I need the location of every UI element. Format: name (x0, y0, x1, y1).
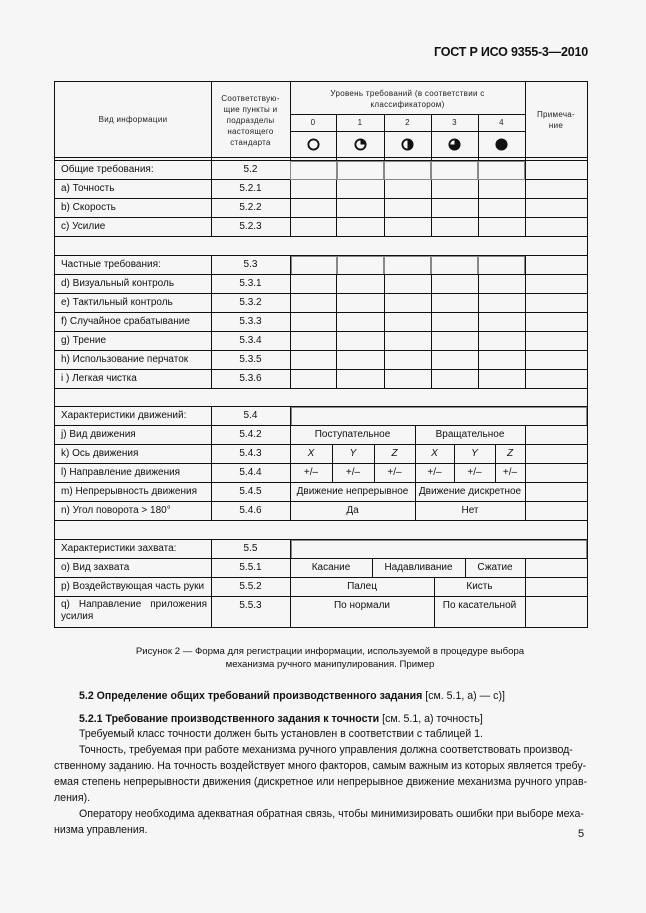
row-clause: 5.3.2 (239, 296, 262, 308)
row-clause: 5.3.4 (239, 334, 262, 346)
heading-ref: [см. 5.1, а) точность] (379, 713, 483, 725)
row-clause: 5.2.2 (239, 201, 262, 213)
row-clause: 5.4.3 (239, 447, 262, 459)
row-label: Частные требования: (61, 258, 161, 270)
row-label: m) Непрерывность движения (61, 485, 197, 497)
figure-caption (60, 645, 600, 671)
row-clause: 5.4.5 (239, 485, 262, 497)
level-box (478, 256, 525, 275)
spacer-row (55, 237, 587, 255)
row-label: Характеристики движений: (61, 409, 187, 421)
row-label: Характеристики захвата: (61, 542, 177, 554)
row-clause: 5.4.4 (239, 466, 262, 478)
row-label: h) Использование перчаток (61, 353, 189, 365)
row-label: p) Воздействующая часть руки (61, 580, 205, 592)
direction: +/– (467, 466, 482, 478)
continuity-discrete: Движение дискретное (418, 485, 522, 497)
heading-text: 5.2.1 Требование производственного задания к точности (79, 713, 380, 725)
row-label: q) Направление приложения усилия (61, 599, 207, 622)
spacer-row (55, 389, 587, 406)
rotation-yes: Да (346, 504, 359, 516)
heading-text: 5.2 Определение общих требований производственного задания (79, 690, 423, 702)
header-clause-line: настоящего (227, 127, 274, 136)
row-label: b) Скорость (61, 201, 116, 213)
row-clause: 5.4.2 (239, 428, 262, 440)
row-clause: 5.5.1 (239, 561, 262, 573)
row-label: e) Тактильный контроль (61, 296, 173, 308)
axis-z: Z (506, 447, 514, 459)
paragraph-line: Оператору необходима адекватная обратная связь, чтобы минимизировать ошибки при выборе меха- (79, 808, 584, 820)
heading-ref: [см. 5.1, а) — с)] (422, 690, 505, 702)
caption-line: механизма ручного манипулирования. Пример (225, 659, 435, 670)
direction: +/– (303, 466, 319, 478)
level-box (290, 161, 337, 180)
divider (525, 558, 526, 628)
row-label: l) Направление движения (61, 466, 181, 478)
header-levels-line: Уровень требований (в соответствии с (330, 89, 485, 98)
header-clause-line: щие пункты и (223, 105, 278, 114)
level-2: 2 (405, 118, 410, 127)
row-label: n) Угол поворота > 180° (61, 504, 171, 516)
row-label: c) Усилие (61, 220, 106, 232)
level-box (431, 161, 478, 180)
paragraph-line: Точность, требуемая при работе механизма ручного управления должна соответствовать производ- (79, 744, 573, 756)
header-levels (290, 84, 525, 114)
row-clause: 5.3.1 (239, 277, 262, 289)
rotation-no: Нет (461, 504, 479, 516)
paragraph: Требуемый класс точности должен быть установлен в соответствии с таблицей 1. (79, 728, 483, 740)
level-box (478, 161, 525, 180)
circle-three-quarter-icon (431, 131, 478, 157)
level-4: 4 (499, 118, 504, 127)
row-clause: 5.4 (243, 409, 258, 421)
header-clause-line: подразделы (226, 116, 275, 125)
row-clause: 5.5.3 (239, 599, 262, 611)
row-label: j) Вид движения (61, 428, 136, 440)
movement-translational: Поступательное (314, 428, 391, 440)
row-clause: 5.3.3 (239, 315, 262, 327)
grip-press: Надавливание (384, 561, 453, 573)
circle-empty-icon (290, 131, 336, 157)
section-heading-5-2-1 (79, 711, 599, 727)
level-box (384, 161, 431, 180)
header-levels-line: классификатором) (370, 100, 445, 109)
force-tangential: По касательной (442, 599, 517, 611)
movement-rotational: Вращательное (435, 428, 505, 440)
divider (55, 157, 587, 158)
direction: +/– (502, 466, 518, 478)
spacer-row (55, 521, 587, 539)
row-label: Общие требования: (61, 163, 154, 175)
row-clause: 5.5 (243, 542, 258, 554)
header-clause (211, 84, 290, 157)
direction: +/– (387, 466, 402, 478)
header-clause-line: Соответствую- (221, 94, 280, 103)
row-label: o) Вид захвата (61, 561, 130, 573)
level-box (291, 256, 337, 275)
paragraph-line: ления). (54, 792, 91, 804)
row-label: g) Трение (61, 334, 107, 346)
row-clause: 5.5.2 (239, 580, 262, 592)
level-box (384, 256, 431, 275)
row-clause: 5.2.1 (239, 182, 262, 194)
axis-y: Y (349, 447, 357, 459)
circle-full-icon (478, 131, 525, 157)
axis-y: Y (471, 447, 478, 459)
header-notes (525, 82, 587, 157)
axis-x: X (307, 447, 315, 459)
grip-squeeze: Сжатие (477, 561, 513, 573)
hand-finger: Палец (347, 580, 377, 592)
direction: +/– (345, 466, 361, 478)
header-notes-line: Примеча- (536, 109, 576, 119)
caption-line: Рисунок 2 — Форма для регистрации информации, используемой в процедуре выбора (135, 646, 525, 657)
page-number: 5 (578, 828, 585, 840)
axis-z: Z (391, 447, 398, 459)
row-clause: 5.3 (243, 258, 258, 270)
level-3: 3 (452, 118, 457, 127)
divider (525, 425, 526, 520)
axis-x: X (431, 447, 438, 459)
direction: +/– (427, 466, 442, 478)
grip-touch: Касание (311, 561, 351, 573)
row-clause: 5.2 (243, 163, 258, 175)
level-0: 0 (310, 118, 316, 127)
circle-quarter-icon (336, 131, 384, 157)
force-normal: По нормали (333, 599, 391, 611)
row-clause: 5.2.3 (239, 220, 262, 232)
document-id: ГОСТ Р ИСО 9355-3—2010 (433, 45, 588, 59)
paragraph-line: ственному заданию. На точность воздействует много факторов, самым важным из которых является требу- (54, 760, 587, 772)
header-info-type: Вид информации (98, 115, 168, 124)
body-text (54, 726, 590, 838)
row-label: k) Ось движения (61, 447, 139, 459)
paragraph-line: низма управления. (54, 824, 148, 836)
row-clause: 5.4.6 (239, 504, 262, 516)
continuity-continuous: Движение непрерывное (296, 485, 409, 497)
row-label: d) Визуальный контроль (61, 277, 175, 289)
header-clause-line: стандарта (230, 138, 271, 147)
paragraph-line: емая степень непрерывности движения (дискретное или непрерывное движение механизма ручного управ- (54, 776, 588, 788)
level-box (431, 256, 478, 275)
header-notes-line: ние (548, 120, 564, 130)
grip-box (291, 540, 587, 559)
level-box (337, 161, 384, 180)
section-heading-5-2 (79, 688, 599, 704)
row-clause: 5.3.5 (239, 353, 262, 365)
row-label: a) Точность (61, 182, 115, 194)
row-clause: 5.3.6 (239, 372, 262, 384)
hand-wrist: Кисть (466, 580, 493, 592)
row-label: f) Случайное срабатывание (61, 315, 190, 327)
level-box (337, 256, 384, 275)
row-label: i ) Легкая чистка (61, 372, 137, 384)
level-1: 1 (357, 118, 363, 127)
registration-form-table (54, 81, 588, 628)
circle-half-icon (384, 131, 431, 157)
movement-box (291, 407, 587, 426)
